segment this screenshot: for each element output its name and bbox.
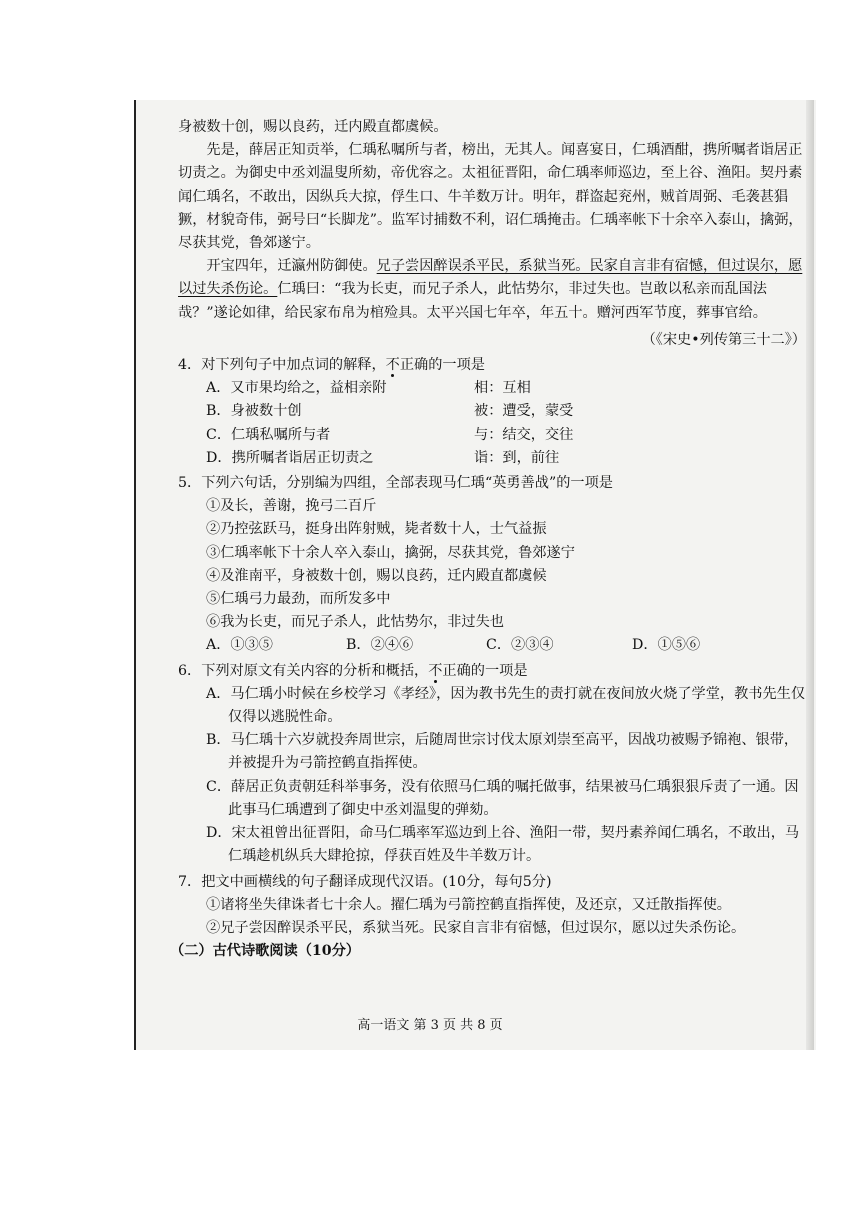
question-4-option-a — [178, 377, 806, 400]
option-explanation: 诣：到，前往 — [474, 449, 560, 466]
question-4-stem-part: 4．对下列句子中加点词的解释， — [178, 357, 386, 374]
question-5-stem: 5．下列六句话，分别编为四组，全部表现马仁瑀“英勇善战”的一项是 — [178, 475, 613, 492]
option-sentence: B．身被数十创 — [206, 403, 302, 420]
choice-c: C．②③④ — [486, 637, 554, 654]
question-5-sentence-5: ⑤仁瑀弓力最劲，而所发多中 — [206, 591, 391, 608]
question-5-sentence-1: ①及长，善谢，挽弓二百斤 — [206, 498, 377, 515]
question-6-option-b: B．马仁瑀十六岁就投奔周世宗，后随周世宗讨伐太原刘崇至高平，因战功被赐予锦袍、银带，并被提升为弓箭控鹤直指挥使。 — [206, 732, 799, 772]
passage-paragraph-2-end: 仁瑀曰：“我为长吏，而兄子杀人，此怙势尔，非过失也。岂敢以私亲而乱国法哉？”遂论如律，给民家布帛为棺殓具。太平兴国七年卒，年五十。赠河西军节度，葬事官给。 — [178, 281, 767, 321]
question-4-stem — [178, 354, 806, 377]
passage-paragraph-2 — [178, 255, 806, 325]
option-explanation: 被：遭受，蒙受 — [474, 403, 574, 420]
passage-paragraph-2-start: 开宝四年，迁瀛州防御使。 — [206, 258, 377, 275]
question-6-option-c: C．薛居正负责朝廷科举事务，没有依照马仁瑀的嘱托做事，结果被马仁瑀狠狠斥责了一通。因此事马仁瑀遭到了御史中丞刘温叟的弹劾。 — [206, 778, 799, 818]
question-4-stem-part: 正确的一项是 — [399, 357, 485, 374]
question-5-choices — [178, 634, 806, 657]
question-6-stem-part: 正确的一项是 — [442, 662, 528, 679]
question-4-option-b — [178, 400, 806, 423]
page-footer: 高一语文 第 3 页 共 8 页 — [357, 1018, 503, 1033]
passage-source: （《宋史•列传第三十二》） — [641, 331, 806, 348]
question-5-sentence-2: ②乃控弦跃马，挺身出阵射贼，毙者数十人，士气益振 — [206, 521, 547, 538]
passage-paragraph-1: 先是，薛居正知贡举，仁瑀私嘱所与者，榜出，无其人。闻喜宴日，仁瑀酒酣，携所嘱者诣居正切责之。为御史中丞刘温叟所劾，帝优容之。太祖征晋阳，命仁瑀率师巡边，至上谷、渔阳。契丹素闻仁瑀名，不敢出，因纵兵大掠，俘生口、牛羊数万计。明年，群盗起兖州，贼首周弼、毛袭甚猖獗，材貌奇伟，弼号曰“长脚龙”。监军讨捕数不利，诏仁瑀掩击。仁瑀率帐下十余卒入泰山，擒弼，尽获其党，鲁郊遂宁。 — [178, 142, 803, 252]
question-5-sentence-4: ④及淮南平，身被数十创，赐以良药，迁内殿直都虞候 — [206, 567, 547, 584]
emphasis-dot-char: 不 — [385, 357, 400, 374]
choice-a: A．①③⑤ — [206, 637, 273, 654]
question-5-sentence-6: ⑥我为长吏，而兄子杀人，此怙势尔，非过失也 — [206, 614, 504, 631]
option-sentence: A．又市果均给之，益相亲附 — [206, 380, 387, 397]
choice-b: B．②④⑥ — [346, 637, 414, 654]
section-heading-poetry: （二）古代诗歌阅读（10分） — [170, 943, 360, 960]
document-content — [170, 116, 806, 963]
question-6-stem — [178, 660, 806, 683]
question-7-sentence-2: ②兄子尝因醉误杀平民，系狱当死。民家自言非有宿憾，但过误尔，愿以过失杀伤论。 — [206, 919, 746, 936]
option-explanation: 与：结交，交往 — [474, 426, 574, 443]
question-6-stem-part: 6．下列对原文有关内容的分析和概括， — [178, 662, 429, 679]
option-explanation: 相：互相 — [474, 380, 531, 397]
question-4-option-d — [178, 447, 806, 470]
question-6-option-d: D．宋太祖曾出征晋阳，命马仁瑀率军巡边到上谷、渔阳一带，契丹素养闻仁瑀名，不敢出，马仁瑀趁机纵兵大肆抢掠，俘获百姓及牛羊数万计。 — [206, 825, 800, 865]
question-6-option-a: A．马仁瑀小时候在乡校学习《孝经》，因为教书先生的责打就在夜间放火烧了学堂，教书先生仅仅得以逃脱性命。 — [206, 685, 806, 726]
question-7-stem: 7．把文中画横线的句子翻译成现代汉语。(10分，每句5分) — [178, 873, 552, 890]
option-sentence: C．仁瑀私嘱所与者 — [206, 426, 331, 443]
question-5-sentence-3: ③仁瑀率帐下十余人卒入泰山，擒弼，尽获其党，鲁郊遂宁 — [206, 544, 575, 561]
option-sentence: D．携所嘱者诣居正切责之 — [206, 449, 374, 466]
question-7-sentence-1: ①诸将坐失律诛者七十余人。擢仁瑀为弓箭控鹤直指挥使，及还京，又迁散指挥使。 — [206, 896, 731, 913]
emphasis-dot-char: 不 — [428, 662, 443, 679]
page-edge-shadow — [806, 100, 814, 1050]
question-4-option-c — [178, 424, 806, 447]
underlined-translation-sentence: 兄子尝因醉误杀平民，系狱当死。民家自言非有宿憾，但过误尔，愿以过失杀伤论。 — [178, 258, 803, 298]
choice-d: D．①⑤⑥ — [632, 637, 701, 654]
passage-line-0: 身被数十创，赐以良药，迁内殿直都虞候。 — [178, 119, 448, 135]
